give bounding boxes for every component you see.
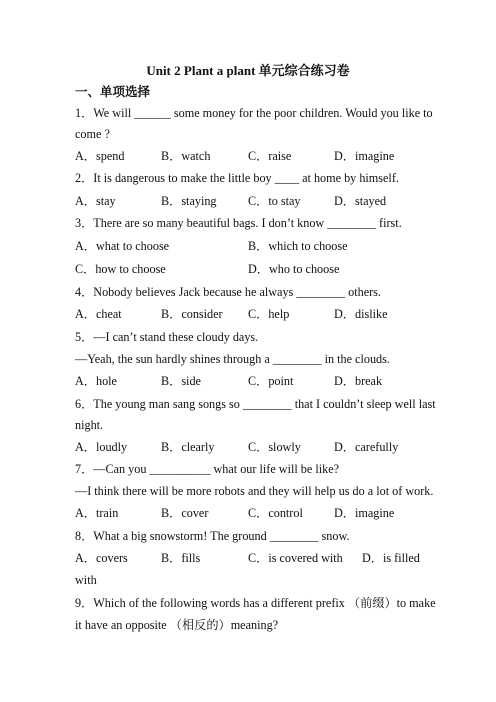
question-7-stem-line-1: 7．—Can you __________ what our life will be like? — [75, 462, 340, 476]
question-1-option-d: D．imagine — [334, 149, 395, 163]
question-4-option-a: A．cheat — [75, 307, 122, 321]
question-4-option-c: C．help — [248, 307, 290, 321]
question-6-option-c: C．slowly — [248, 440, 301, 454]
question-3-stem: 3．There are so many beautiful bags. I don’t know ________ first. — [75, 216, 402, 230]
question-9-stem-line-2: it have an opposite （相反的）meaning? — [75, 618, 279, 632]
question-2-option-d: D．stayed — [334, 194, 387, 208]
question-5-option-c: C．point — [248, 374, 294, 388]
question-7-option-c: C．control — [248, 506, 303, 520]
question-2-option-a: A．stay — [75, 194, 116, 208]
question-4-option-b: B．consider — [161, 307, 223, 321]
question-3-option-d: D．who to choose — [248, 262, 340, 276]
question-1-stem-line-2: come ? — [75, 127, 110, 141]
question-9-stem-line-1: 9．Which of the following words has a different prefix （前缀）to make — [75, 596, 436, 610]
question-3-option-a: A．what to choose — [75, 239, 170, 253]
question-7-option-d: D．imagine — [334, 506, 395, 520]
question-1-stem-line-1: 1．We will ______ some money for the poor children. Would you like to — [75, 106, 433, 120]
worksheet-title: Unit 2 Plant a plant 单元综合练习卷 — [146, 63, 350, 78]
question-1-option-c: C．raise — [248, 149, 292, 163]
question-3-option-b: B．which to choose — [248, 239, 348, 253]
question-5-option-b: B．side — [161, 374, 201, 388]
question-5-stem-line-1: 5．—I can’t stand these cloudy days. — [75, 330, 259, 344]
question-6-stem-line-2: night. — [75, 418, 104, 432]
question-8-option-b: B．fills — [161, 551, 201, 565]
question-8-stem: 8．What a big snowstorm! The ground ________ snow. — [75, 529, 350, 543]
question-5-stem-line-2: —Yeah, the sun hardly shines through a ________ in the clouds. — [75, 352, 390, 366]
question-7-stem-line-2: —I think there will be more robots and they will help us do a lot of work. — [75, 484, 434, 498]
section-heading: 一、单项选择 — [75, 85, 151, 99]
question-6-option-a: A．loudly — [75, 440, 128, 454]
question-5-option-d: D．break — [334, 374, 383, 388]
question-8-option-d-continued: with — [75, 573, 97, 587]
question-2-option-b: B．staying — [161, 194, 217, 208]
question-4-stem: 4．Nobody believes Jack because he always ________ others. — [75, 285, 381, 299]
question-8-option-a: A．covers — [75, 551, 128, 565]
question-3-option-c: C．how to choose — [75, 262, 166, 276]
question-7-option-b: B．cover — [161, 506, 209, 520]
question-8-option-c: C．is covered with — [248, 551, 343, 565]
question-2-stem: 2．It is dangerous to make the little boy ____ at home by himself. — [75, 171, 399, 185]
question-5-option-a: A．hole — [75, 374, 117, 388]
question-7-option-a: A．train — [75, 506, 119, 520]
question-6-stem-line-1: 6．The young man sang songs so ________ that I couldn’t sleep well last — [75, 397, 436, 411]
question-8-option-d: D．is filled — [362, 551, 420, 565]
question-2-option-c: C．to stay — [248, 194, 301, 208]
question-1-option-a: A．spend — [75, 149, 125, 163]
question-6-option-b: B．clearly — [161, 440, 215, 454]
question-4-option-d: D．dislike — [334, 307, 388, 321]
question-1-option-b: B．watch — [161, 149, 211, 163]
question-6-option-d: D．carefully — [334, 440, 399, 454]
